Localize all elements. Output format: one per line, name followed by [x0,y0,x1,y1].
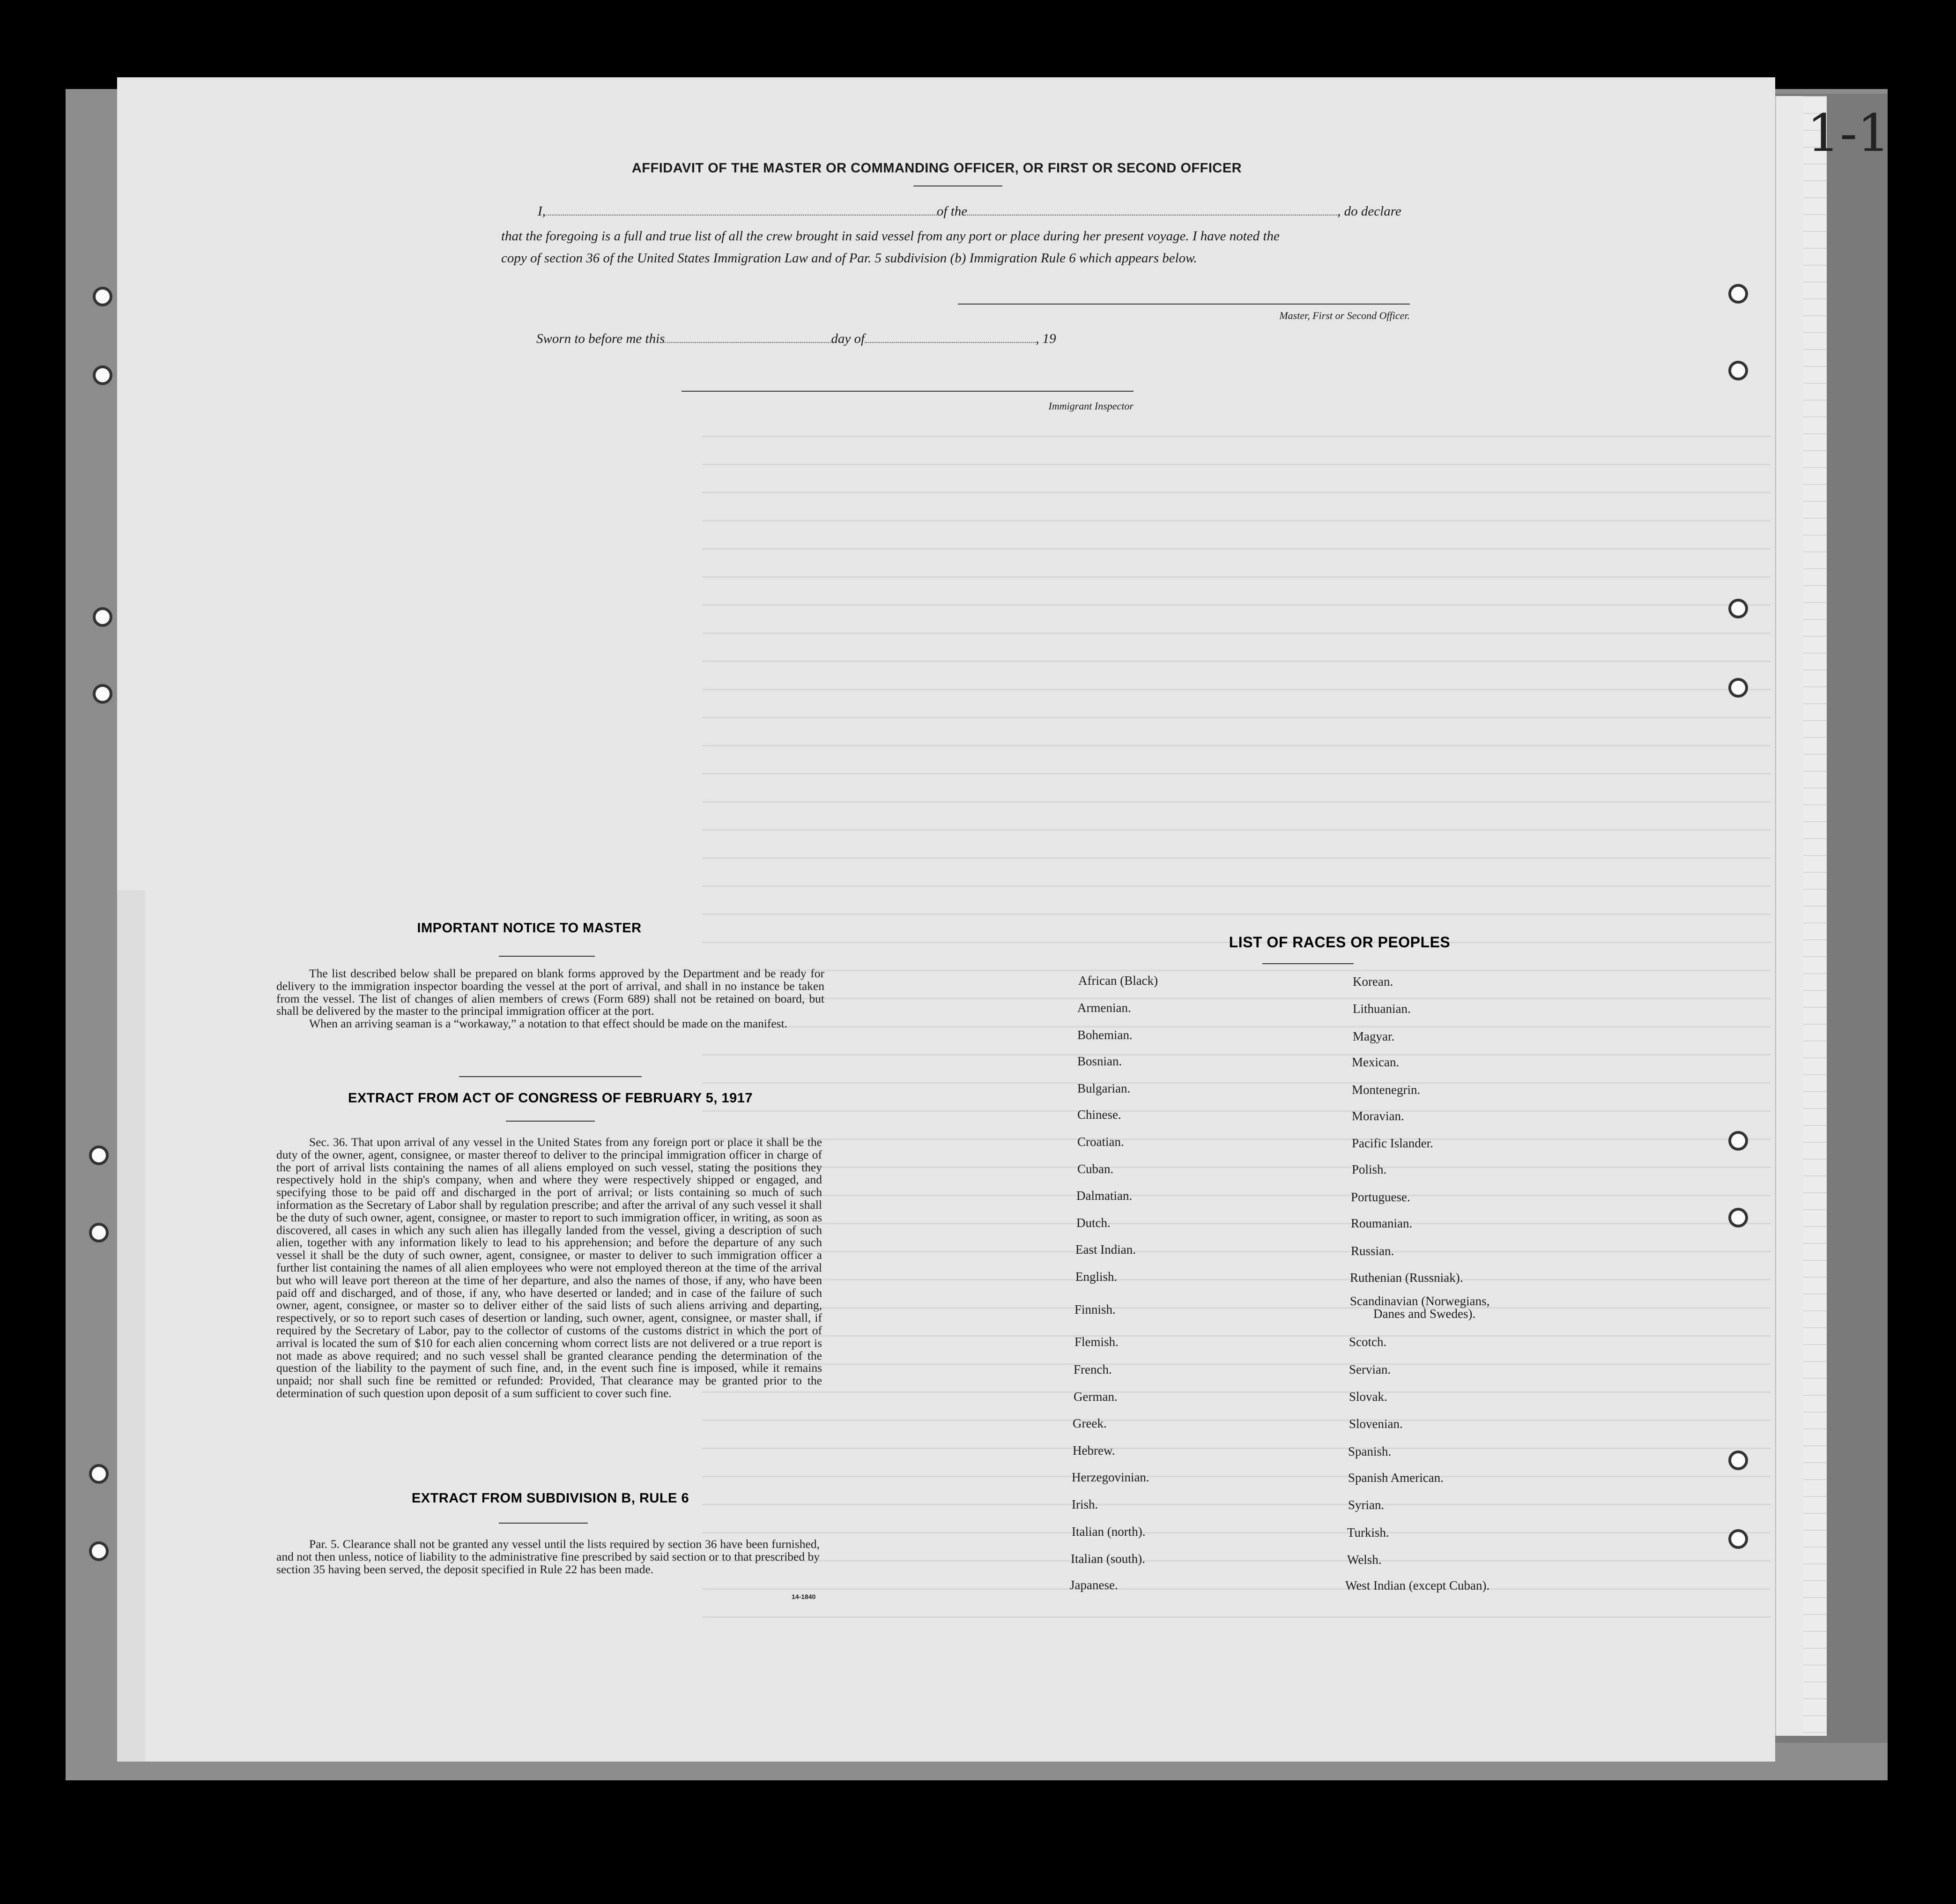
race-item [1351,1216,1412,1231]
race-item-label: Slovak. [1349,1390,1387,1404]
sworn-day-field[interactable] [665,333,831,343]
race-item [1350,1295,1489,1320]
race-item-label: Mexican. [1352,1055,1400,1069]
race-item-label: Welsh. [1347,1553,1382,1567]
race-item: Armenian. [1077,1001,1131,1015]
race-item [1348,1498,1384,1512]
race-item: Herzegovinian. [1072,1470,1149,1484]
race-item: Croatian. [1077,1135,1124,1149]
punch-hole-icon [89,1464,109,1484]
race-item [1351,1244,1394,1258]
inspector-signature-line[interactable] [682,391,1134,392]
race-item: Chinese. [1077,1108,1121,1122]
vessel-name-field[interactable] [967,205,1337,216]
race-item: Japanese. [1070,1578,1118,1592]
race-item-label: West Indian (except Cuban). [1345,1578,1490,1592]
ledger-tab-lines [1803,96,1827,1736]
punch-hole-icon [89,1145,109,1165]
race-item: Italian (south). [1071,1552,1145,1566]
race-item-label: Lithuanian. [1353,1002,1411,1016]
extract-rule-rule [499,1523,588,1524]
race-item-label: Polish. [1352,1162,1387,1176]
notice-divider [459,1076,642,1077]
notice-paragraph-1: The list described below shall be prepared on blank forms approved by the Department and be ready for delivery to the immigration inspector boarding the vessel at the port of arrival, and shall in no instance be taken from the vessel. The list of changes of alien members of crews (Form 689) shall not be retained on board, but shall be delivered by the master to the principal immigration officer at the port. [276,967,824,1018]
race-item [1353,974,1393,989]
race-item [1352,1055,1399,1070]
race-item: Bulgarian. [1077,1081,1131,1095]
race-item-continuation: Danes and Swedes). [1373,1307,1476,1321]
document-page-edge [117,890,145,1762]
extract-rule-paragraph: Par. 5. Clearance shall not be granted any vessel until the lists required by section 36 have been furnished, and not then unless, notice of liability to the administrative fine prescribed by said section or to that prescribed by section 35 having been served, the deposit specified in Rule 22 has been made. [276,1537,820,1576]
race-item: Hebrew. [1073,1443,1115,1458]
races-title: LIST OF RACES OR PEOPLES [1229,934,1451,951]
race-item: French. [1074,1362,1112,1376]
extract-rule-title: EXTRACT FROM SUBDIVISION B, RULE 6 [411,1491,689,1506]
race-item-label: Servian. [1349,1362,1391,1376]
race-item-label: Russian. [1351,1244,1394,1258]
race-item-label: Syrian. [1348,1498,1385,1512]
race-item-label: Turkish. [1347,1525,1389,1540]
punch-hole-icon [93,684,112,704]
race-item [1349,1362,1391,1377]
affidavit-line-1 [538,201,1414,222]
race-item-label: Moravian. [1352,1109,1404,1123]
race-item-label: Slovenian. [1349,1417,1403,1431]
sworn-line [536,329,1145,349]
tab-mark: 1-1 [1807,103,1890,163]
race-item: Greek. [1073,1416,1107,1430]
punch-hole-icon [93,287,112,306]
race-item [1353,1002,1411,1016]
signature-label: Master, First or Second Officer. [1279,310,1410,321]
race-item [1353,1029,1394,1044]
race-item: Dalmatian. [1076,1189,1133,1203]
race-item [1349,1335,1386,1349]
race-item: Finnish. [1074,1302,1116,1316]
race-item: English. [1075,1270,1118,1284]
race-item-label: Scotch. [1349,1335,1387,1349]
race-item [1349,1417,1403,1431]
extract-act-paragraph: Sec. 36. That upon arrival of any vessel in the United States from any foreign port or place it shall be the duty of the owner, agent, consignee, or master thereof to deliver to the principal immigration officer in charge of the port of arrival lists containing the names of all aliens employed on such vessel, stating the positions they respectively hold in the ship's company, when and where they were respectively shipped or engaged, and specifying those to be paid off and discharged in the port of arrival; or lists containing so much of such information as the Secretary of Labor shall by regulation prescribe; and after the arrival of any such vessel it shall be the duty of such owner, agent, consignee, or master to report to such immigration officer, in writing, as soon as discovered, all cases in which any such alien has illegally landed from the vessel, giving a description of such alien, together with any information likely to lead to his apprehension; and before the departure of any such vessel it shall be the duty of such owner, agent, consignee, or master to deliver to such immigration officer a further list containing the names of all alien employees who were not employed thereon at the time of the arrival but who will leave port thereon at the time of her departure, and also the names of those, if any, who have been paid off and discharged, and of those, if any, who have deserted or landed; and in case of the failure of such owner, agent, consignee, or master so to deliver either of the said lists of such aliens arriving and departing, respectively, or so to report such cases of desertion or landing, such owner, agent, consignee, or master shall, if required by the Secretary of Labor, pay to the collector of customs of the customs district in which the port of arrival is located the sum of $10 for each alien concerning whom correct lists are not delivered or a true report is not made as above required; and no such vessel shall be granted clearance pending the determination of the question of the liability to the payment of such fine, and, in the event such fine is imposed, while it remains unpaid; nor shall such fine be remitted or refunded: Provided, That clearance may be granted prior to the determination of such question upon deposit of a sum sufficient to cover such fine. [276,1135,822,1400]
notice-title-rule [499,956,595,957]
form-code: 14-1840 [792,1593,816,1600]
race-item-label: Spanish. [1348,1444,1392,1458]
sworn-day-of: day of [831,331,865,346]
race-item: African (Black) [1078,974,1158,988]
punch-hole-icon [1728,361,1748,380]
punch-hole-icon [1728,678,1748,698]
race-item [1348,1444,1391,1459]
race-item [1348,1471,1444,1485]
race-item-label: Roumanian. [1351,1216,1413,1230]
punch-hole-icon [1728,599,1748,618]
race-item: Bosnian. [1077,1054,1122,1068]
race-item: East Indian. [1075,1242,1136,1257]
affidavit-title: AFFIDAVIT OF THE MASTER OR COMMANDING OFFICER, OR FIRST OR SECOND OFFICER [631,161,1242,176]
race-item [1350,1271,1463,1285]
race-item: German. [1074,1390,1118,1404]
race-item-label: Montenegrin. [1352,1083,1421,1097]
affidavit-line-2: that the foregoing is a full and true list of all the crew brought in said vessel from any port or place during her present voyage. I have noted the [501,229,1280,244]
race-item-label: Korean. [1353,974,1393,989]
race-item-label: Magyar. [1353,1029,1395,1043]
punch-hole-icon [93,607,112,627]
punch-hole-icon [1728,1450,1748,1470]
punch-hole-icon [89,1223,109,1242]
race-item-label: Portuguese. [1351,1190,1410,1204]
race-item [1347,1553,1382,1567]
race-item: Italian (north). [1072,1525,1146,1539]
extract-rule-text [276,1538,820,1576]
race-item [1352,1109,1404,1123]
punch-hole-icon [89,1541,109,1561]
notice-paragraph-2: When an arriving seaman is a “workaway,” a notation to that effect should be made on the manifest. [309,1017,788,1031]
sworn-month-field[interactable] [865,333,1036,343]
race-item [1352,1083,1420,1097]
affidavit-do-declare: , do declare [1337,204,1401,219]
extract-act-rule [506,1121,595,1122]
notice-title: IMPORTANT NOTICE TO MASTER [417,921,642,936]
race-item: Bohemian. [1077,1028,1133,1042]
sworn-year: , 19 [1036,331,1056,346]
race-item: Cuban. [1077,1162,1114,1176]
race-item [1352,1162,1386,1177]
punch-hole-icon [93,365,112,385]
race-item: Irish. [1072,1497,1098,1511]
extract-act-text [276,1136,822,1400]
race-item: Flemish. [1074,1335,1119,1349]
officer-name-field[interactable] [546,205,937,216]
race-item [1352,1136,1433,1151]
race-item [1349,1390,1387,1404]
sworn-prefix: Sworn to before me this [536,331,665,346]
race-item-label: Ruthenian (Russniak). [1350,1271,1463,1285]
signature-line[interactable] [958,304,1410,305]
race-item-label: Scandinavian (Norwegians, [1350,1294,1490,1308]
affidavit-i: I, [538,204,546,219]
races-title-rule [1262,963,1354,964]
race-item-label: Pacific Islander. [1352,1136,1433,1150]
race-item [1351,1190,1410,1205]
race-item: Dutch. [1076,1216,1111,1230]
race-item-label: Spanish American. [1348,1471,1444,1485]
punch-hole-icon [1728,1131,1748,1151]
punch-hole-icon [1728,284,1748,304]
ledger-tab-strip [1775,96,1804,1736]
extract-act-title: EXTRACT FROM ACT OF CONGRESS OF FEBRUARY 5, 1917 [348,1091,753,1106]
race-item [1345,1578,1489,1593]
punch-hole-icon [1728,1529,1748,1549]
bleed-through-shadow [703,412,1771,1630]
race-item [1347,1525,1389,1540]
affidavit-line-3: copy of section 36 of the United States Immigration Law and of Par. 5 subdivision (b) Immigration Rule 6 which appears below. [501,251,1197,266]
punch-hole-icon [1728,1208,1748,1227]
inspector-label: Immigrant Inspector [1048,400,1134,412]
affidavit-of-the: of the [936,204,968,219]
notice-text [276,967,824,1030]
